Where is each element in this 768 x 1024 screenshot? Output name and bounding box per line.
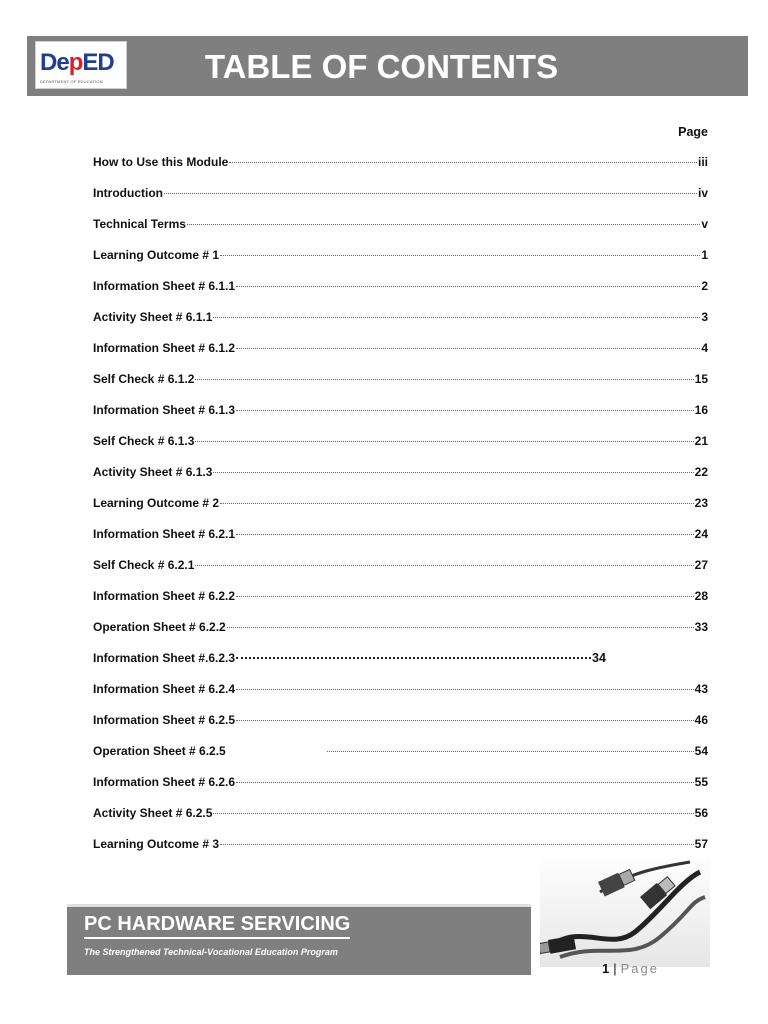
toc-entry-page: iii — [697, 155, 708, 169]
toc-dot-leader — [220, 844, 694, 845]
toc-entry-label: Operation Sheet # 6.2.5 — [93, 744, 226, 758]
toc-entry — [93, 550, 708, 581]
toc-entry-label: Self Check # 6.2.1 — [93, 558, 195, 572]
toc-dot-leader — [220, 503, 694, 504]
toc-entry-label: Self Check # 6.1.3 — [93, 434, 195, 448]
toc-entry-label: Information Sheet # 6.2.6 — [93, 775, 236, 789]
toc-entry — [93, 333, 708, 364]
toc-entry-page: 57 — [694, 837, 708, 851]
toc-entry — [93, 364, 708, 395]
toc-entry — [93, 488, 708, 519]
toc-entry-page: 55 — [694, 775, 708, 789]
toc-entry — [93, 643, 708, 674]
toc-entry — [93, 457, 708, 488]
toc-entry-label: Learning Outcome # 2 — [93, 496, 220, 510]
toc-entry-page: 22 — [694, 465, 708, 479]
toc-entry — [93, 395, 708, 426]
toc-dot-leader — [213, 317, 700, 318]
toc-entry-label: Information Sheet # 6.1.1 — [93, 279, 236, 293]
toc-entry-label: How to Use this Module — [93, 155, 229, 169]
toc-entry-page: 46 — [694, 713, 708, 727]
toc-entry-page: 24 — [694, 527, 708, 541]
header-bar — [27, 36, 748, 96]
toc-entry-label: Operation Sheet # 6.2.2 — [93, 620, 226, 634]
toc-entry-label: Information Sheet # 6.2.4 — [93, 682, 236, 696]
toc-entry-page: 4 — [701, 341, 708, 355]
toc-entry — [93, 674, 708, 705]
footer-band — [67, 907, 531, 975]
toc-entry — [93, 240, 708, 271]
toc-dot-leader — [213, 472, 693, 473]
toc-entry — [93, 209, 708, 240]
toc-entry — [93, 178, 708, 209]
toc-dot-leader — [236, 410, 694, 411]
toc-dot-leader — [164, 193, 697, 194]
toc-entry-label: Information Sheet #.6.2.3 — [93, 651, 236, 665]
toc-entry-page: 54 — [694, 744, 708, 758]
toc-entry — [93, 736, 708, 767]
toc-entry-page: 27 — [694, 558, 708, 572]
toc-entry-label: Information Sheet # 6.2.5 — [93, 713, 236, 727]
toc-entry-label: Activity Sheet # 6.1.1 — [93, 310, 213, 324]
logo-subtext: DEPARTMENT OF EDUCATION — [40, 79, 103, 84]
toc-dot-leader — [195, 379, 693, 380]
toc-dot-leader — [236, 782, 694, 783]
toc-entry-page: 21 — [694, 434, 708, 448]
toc-dot-leader — [195, 565, 693, 566]
toc-dot-leader — [236, 596, 694, 597]
toc-dot-leader — [195, 441, 693, 442]
toc-entry-label: Activity Sheet # 6.1.3 — [93, 465, 213, 479]
toc-dot-leader — [236, 657, 591, 659]
network-cable-image — [540, 852, 710, 967]
toc-entry — [93, 581, 708, 612]
toc-entry — [93, 147, 708, 178]
toc-entry — [93, 767, 708, 798]
table-of-contents — [93, 147, 708, 860]
logo-wordmark: DepED — [40, 49, 114, 76]
toc-entry-page: iv — [697, 186, 708, 200]
toc-dot-leader — [187, 224, 700, 225]
toc-entry-label: Information Sheet # 6.2.1 — [93, 527, 236, 541]
toc-entry — [93, 705, 708, 736]
footer-subtitle: The Strengthened Technical-Vocational Education Program — [84, 947, 338, 957]
toc-entry-label: Learning Outcome # 3 — [93, 837, 220, 851]
toc-entry-label: Information Sheet # 6.1.2 — [93, 341, 236, 355]
toc-entry-page: 15 — [694, 372, 708, 386]
toc-entry-page: 1 — [701, 248, 708, 262]
toc-entry-page: 34 — [592, 651, 606, 665]
page-number: 1 | Page — [602, 961, 659, 976]
toc-entry-label: Technical Terms — [93, 217, 186, 231]
toc-dot-leader — [327, 751, 694, 752]
toc-entry-label: Activity Sheet # 6.2.5 — [93, 806, 213, 820]
toc-entry-page: 16 — [694, 403, 708, 417]
toc-entry-label: Introduction — [93, 186, 163, 200]
toc-entry-page: 23 — [694, 496, 708, 510]
toc-entry — [93, 302, 708, 333]
toc-entry-label: Self Check # 6.1.2 — [93, 372, 195, 386]
page-column-label: Page — [678, 125, 708, 139]
toc-dot-leader — [236, 534, 694, 535]
toc-dot-leader — [236, 348, 700, 349]
toc-entry-page: 33 — [694, 620, 708, 634]
toc-entry — [93, 426, 708, 457]
page-title: TABLE OF CONTENTS — [204, 48, 559, 85]
toc-entry-page: 43 — [694, 682, 708, 696]
footer-title: PC HARDWARE SERVICING — [84, 913, 350, 939]
toc-entry — [93, 798, 708, 829]
toc-entry — [93, 519, 708, 550]
toc-dot-leader — [220, 255, 700, 256]
toc-dot-leader — [236, 720, 694, 721]
toc-entry-page: 3 — [701, 310, 708, 324]
toc-entry-label: Information Sheet # 6.1.3 — [93, 403, 236, 417]
toc-entry-page: 56 — [694, 806, 708, 820]
toc-entry-page: v — [701, 217, 708, 231]
toc-entry-label: Learning Outcome # 1 — [93, 248, 220, 262]
toc-entry-page: 28 — [694, 589, 708, 603]
toc-entry-page: 2 — [701, 279, 708, 293]
toc-dot-leader — [227, 627, 694, 628]
toc-dot-leader — [236, 286, 700, 287]
toc-dot-leader — [229, 162, 697, 163]
toc-entry-label: Information Sheet # 6.2.2 — [93, 589, 236, 603]
toc-dot-leader — [236, 689, 694, 690]
toc-entry — [93, 271, 708, 302]
toc-entry — [93, 612, 708, 643]
toc-dot-leader — [213, 813, 693, 814]
